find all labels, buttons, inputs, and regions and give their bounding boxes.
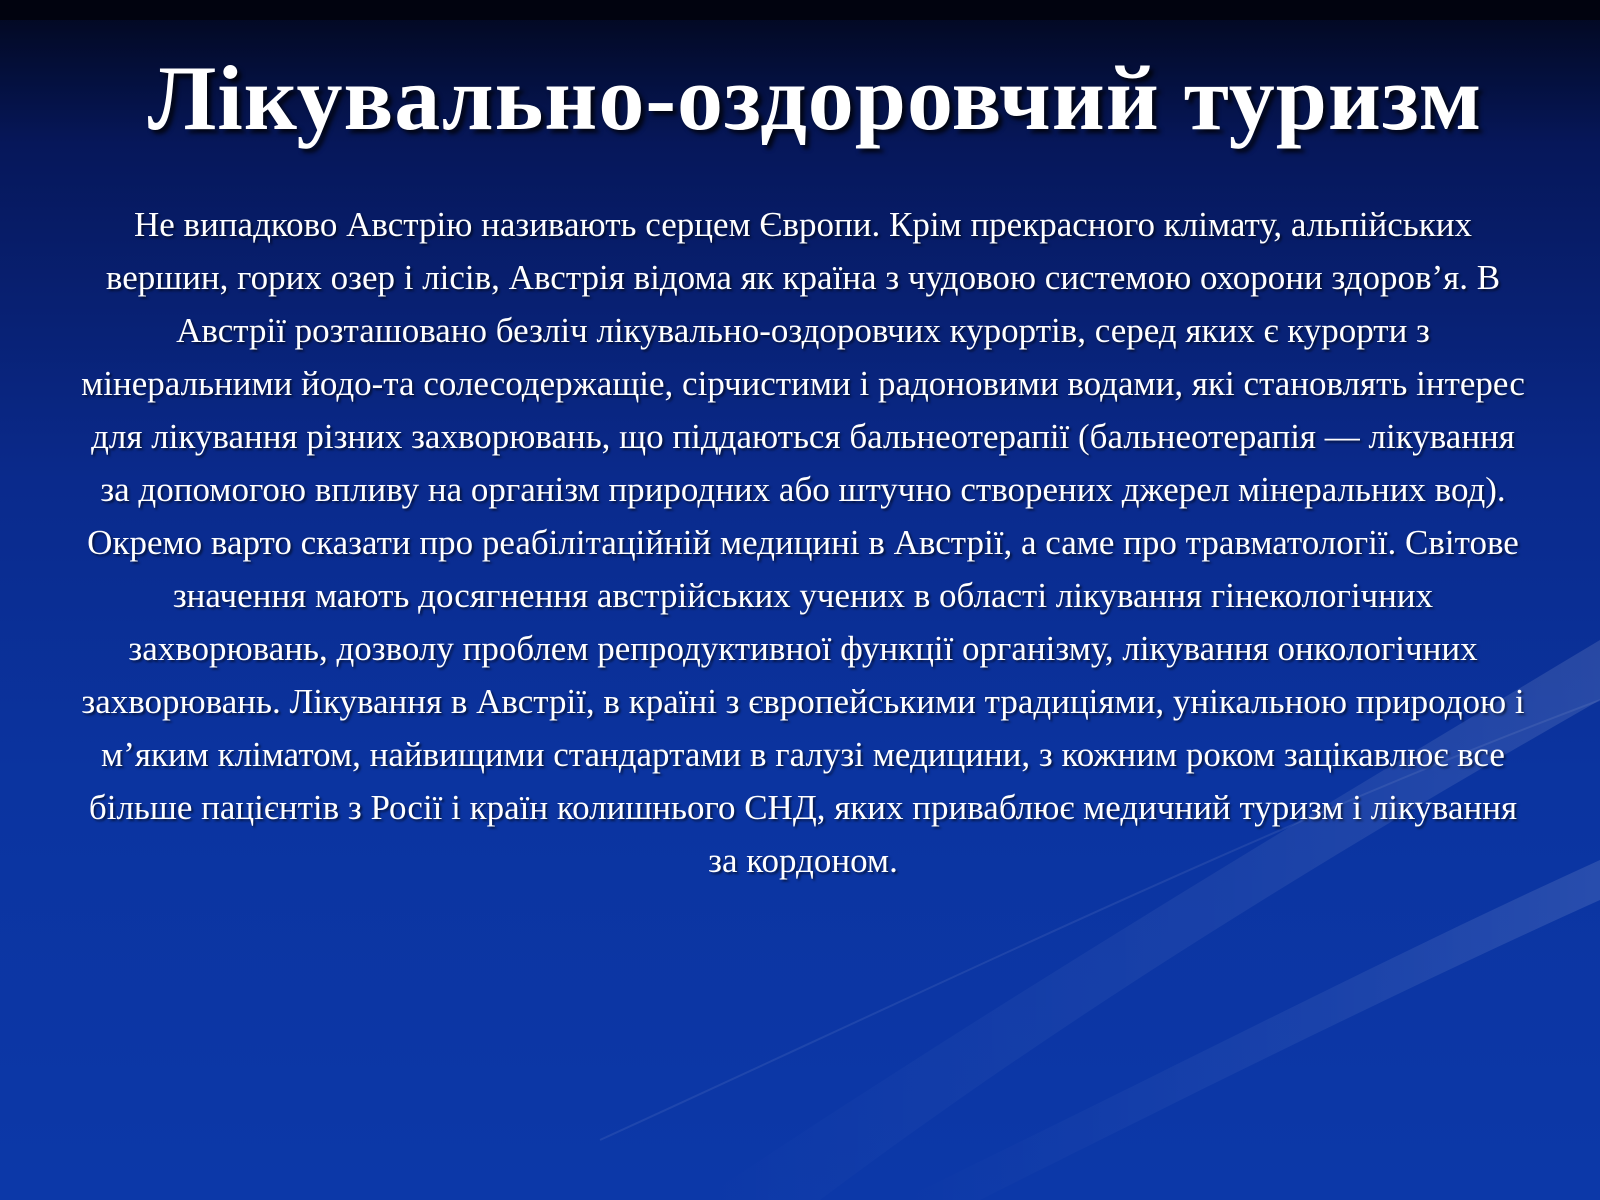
slide-title: Лікувально-оздоровчий туризм bbox=[147, 47, 1483, 149]
slide-body-text: Не випадково Австрію називають серцем Європи. Крім прекрасного клімату, альпійських вершин, горих озер і лісів, Австрія відома як країна з чудовою системою охорони здоров’я. В Австрії розташовано безліч лікувально-оздоровчих курортів, серед яких є курорти з мінеральними йодо-та солесодержащіе, сірчистими і радоновими водами, які становлять інтерес для лікування різних захворювань, що піддаються бальнеотерапії (бальнеотерапія — лікування за допомогою впливу на організм природних або штучно створених джерел мінеральних вод). Окремо варто сказати про реабілітаційній медицині в Австрії, а саме про травматології. Світове значення мають досягнення австрійських учених в області лікування гінекологічних захворювань, дозволу проблем репродуктивної функції організму, лікування онкологічних захворювань. Лікування в Австрії, в країні з європейськими традиціями, унікальною природою і м’яким кліматом, найвищими стандартами в галузі медицини, з кожним роком зацікавлює все більше пацієнтів з Росії і країн колишнього СНД, яких приваблює медичний туризм і лікування за кордоном. bbox=[81, 205, 1525, 880]
